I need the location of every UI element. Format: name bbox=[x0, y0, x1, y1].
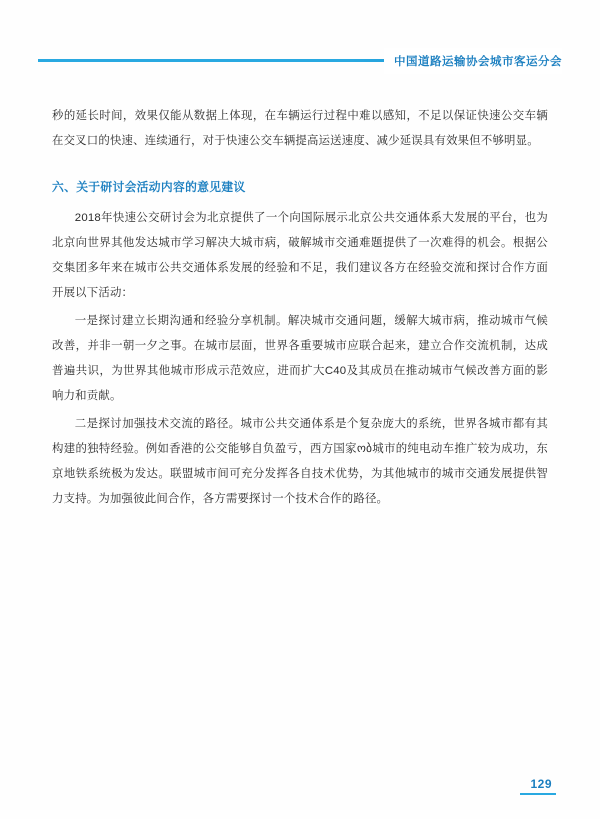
header-title-wrap bbox=[384, 48, 562, 74]
body-paragraph: 秒的延长时间，效果仅能从数据上体现，在车辆运行过程中难以感知，不足以保证快速公交车辆在交叉口的快速、连续通行，对于快速公交车辆提高运送速度、减少延误具有效果但不够明显。 bbox=[52, 110, 548, 147]
section-paragraph-1: 2018年快速公交研讨会为北京提供了一个向国际展示北京公共交通体系大发展的平台，也为北京向世界其他发达城市学习解决大城市病，破解城市交通难题提供了一次难得的机会。根据公交集团多年来在城市公共交通体系发展的经验和不足，我们建议各方在经验交流和探讨合作方面开展以下活动： bbox=[52, 212, 548, 299]
section-paragraph-3: 二是探讨加强技术交流的路径。城市公共交通体系是个复杂庞大的系统，世界各城市都有其构建的独特经验。例如香港的公交能够自负盈亏，西方国家ობ城市的纯电动车推广较为成功，东京地铁系统极为发达。联盟城市间可充分发挥各自技术优势，为其他城市的城市交通发展提供智力支持。为加强彼此间合作，各方需要探讨一个技术合作的路径。 bbox=[52, 418, 548, 505]
page-header bbox=[38, 48, 562, 74]
page-number: 129 bbox=[530, 777, 552, 791]
page-number-rule bbox=[520, 793, 556, 795]
section-paragraph-2: 一是探讨建立长期沟通和经验分享机制。解决城市交通问题，缓解大城市病，推动城市气候改善，并非一朝一夕之事。在城市层面，世界各重要城市应联合起来，建立合作交流机制，达成普遍共识，为世界其他城市形成示范效应，进而扩大C40及其成员在推动城市气候改善方面的影响力和贡献。 bbox=[52, 315, 548, 402]
page-content bbox=[52, 104, 548, 515]
header-title: 中国道路运输协会城市客运分会 bbox=[394, 56, 562, 68]
section-heading: 六、关于研讨会活动内容的意见建议 bbox=[52, 180, 246, 194]
